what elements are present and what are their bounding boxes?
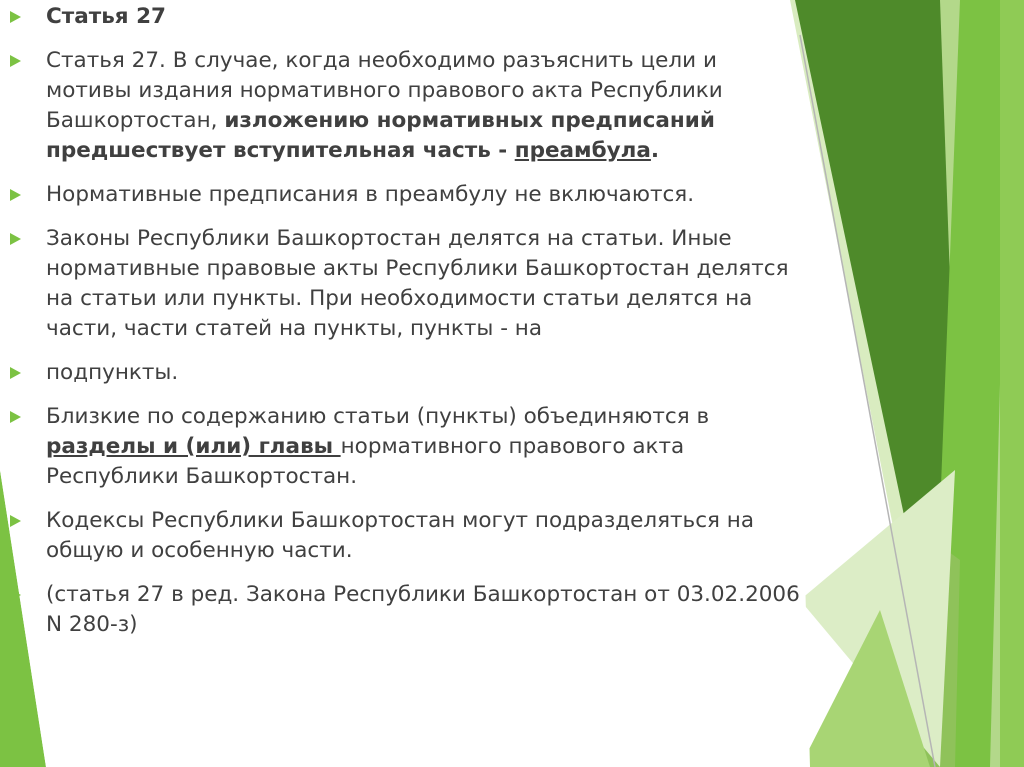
right-dark-band <box>795 0 960 560</box>
bullet-arrow-icon <box>10 367 21 379</box>
bullet-text: Статья 27. В случае, когда необходимо разъяснить цели и мотивы издания нормативного правового акта Республики Башкортостан, <box>46 48 723 133</box>
bullet-arrow-icon <box>10 55 21 67</box>
bullet-bold-text: . <box>650 138 660 163</box>
bullet-arrow-icon <box>10 411 21 423</box>
bullet-arrow-icon <box>10 11 21 23</box>
bullet-arrow-icon <box>10 515 21 527</box>
bullet-text: подпункты. <box>46 360 179 385</box>
bullet-revision <box>10 580 800 640</box>
bullet-text: (статья 27 в ред. Закона Республики Башкортостан от 03.02.2006 N 280-з) <box>46 582 800 637</box>
bullet-codes <box>10 506 800 566</box>
bullet-laws-division <box>10 224 800 344</box>
bullet-arrow-icon <box>10 189 21 201</box>
bullet-text: Законы Республики Башкортостан делятся на статьи. Иные нормативные правовые акты Республики Башкортостан делятся на статьи или пункты. При необходимости статьи делятся на части, части статей на пункты, пункты - на <box>46 226 789 341</box>
bullet-title <box>10 2 800 32</box>
bullet-text: нормативного правового акта Республики Башкортостан. <box>46 434 685 489</box>
bullet-list <box>10 2 800 654</box>
bullet-subpoints <box>10 358 800 388</box>
bullet-text: Статья 27 <box>46 4 167 29</box>
preamble-term: преамбула <box>514 138 651 163</box>
bullet-arrow-icon <box>10 589 21 601</box>
bullet-text: Кодексы Республики Башкортостан могут подразделяться на общую и особенную части. <box>46 508 755 563</box>
bullet-sections <box>10 402 800 492</box>
bullet-arrow-icon <box>10 233 21 245</box>
sections-term: разделы и (или) главы <box>46 434 341 459</box>
bullet-bold-text: изложению нормативных предписаний предшествует вступительная часть - <box>46 108 715 163</box>
bullet-text: Близкие по содержанию статьи (пункты) объединяются в <box>46 404 710 429</box>
bullet-text: Нормативные предписания в преамбулу не включаются. <box>46 182 695 207</box>
bullet-preamble-note <box>10 180 800 210</box>
bullet-article-27 <box>10 46 800 166</box>
right-edge-band <box>1000 0 1024 767</box>
